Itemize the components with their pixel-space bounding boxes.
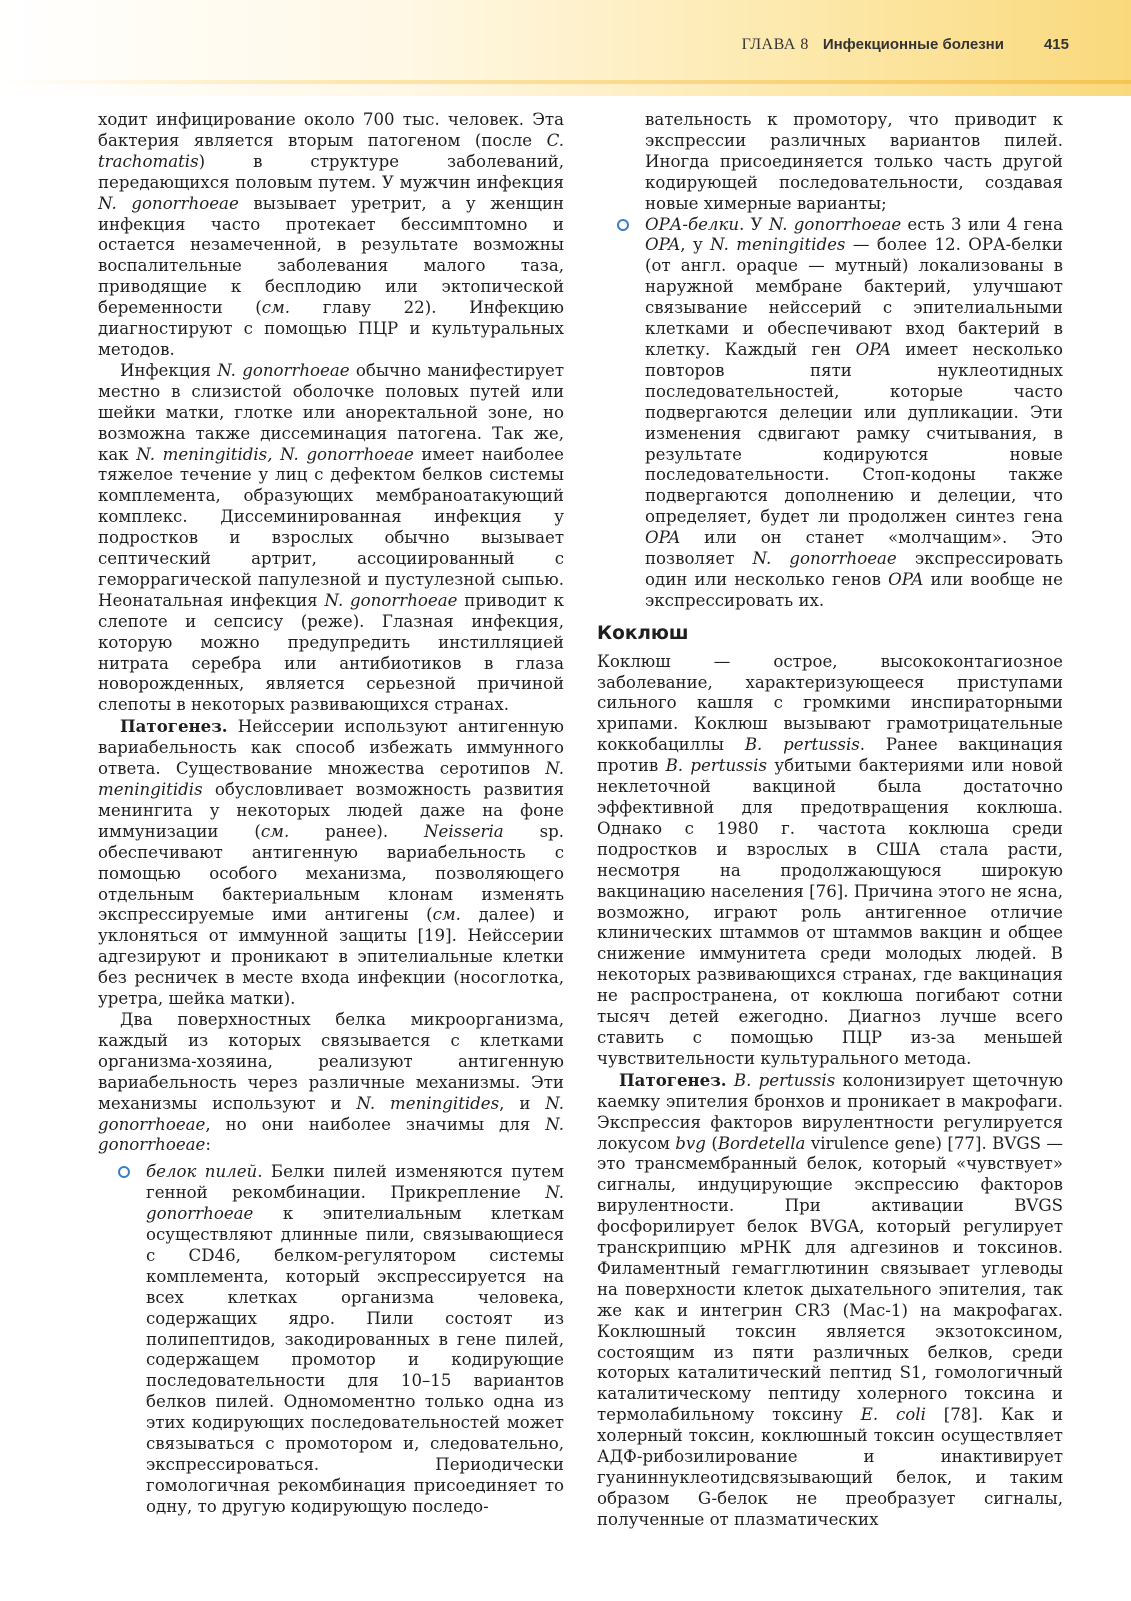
italic-run: N. gonorrhoeae <box>98 1114 564 1155</box>
text-run: есть 3 или 4 гена <box>901 214 1063 234</box>
text-run: . Белки пилей изменяются путем генной рекомбинации. Прикрепление <box>146 1162 564 1203</box>
chapter-title: Инфекционные болезни <box>822 36 1004 53</box>
italic-run: E. coli <box>860 1405 926 1425</box>
bullet-circle-icon <box>617 219 629 231</box>
italic-run: Neisseria <box>424 821 504 841</box>
list-item-text <box>645 215 1063 610</box>
text-run: к эпителиальным клеткам осуществляют длинные пили, связывающиеся с CD46, белком-регулятором системы комплемента, который экспрессируется на всех клетках организма человека, содержащих ядро. Пили состоят из полипептидов, закодированных в гене пилей, содержащем промотор и кодирующие последовательности для 10–15 вариантов белков пилей. Одномоментно только одна из этих кодирующих последовательностей может связываться с промотором и, следовательно, экспрессироваться. Периодически гомологичная рекомбинация присоединяет то одну, то другую кодирующую последо- <box>146 1204 564 1516</box>
paragraph <box>98 1010 564 1156</box>
italic-run: B. pertussis <box>733 1070 836 1090</box>
header-rule <box>0 80 1131 84</box>
text-run: : <box>205 1135 211 1155</box>
left-column <box>98 110 564 1518</box>
text-run: [78]. Как и холерный токсин, коклюшный токсин осуществляет АДФ-рибозилирование и инактивирует гуаниннуклеотидсвязывающий белок, и таким образом G-белок не преобразует сигналы, полученные от плазматических <box>597 1405 1063 1529</box>
italic-run: OPA <box>645 528 681 548</box>
text-run: . У <box>739 214 769 234</box>
italic-run: N. gonorrhoeae <box>752 549 897 569</box>
italic-run: N. gonorrhoeae <box>217 360 350 380</box>
paragraph <box>597 652 1063 1070</box>
text-run: Два поверхностных белка микроорганизма, каждый из которых связывается с клетками организма-хозяина, реализуют антигенную вариабельность через различные механизмы. Эти механизмы используют и <box>98 1009 564 1113</box>
text-run: ( <box>705 1133 718 1153</box>
text-run: вательность к промотору, что приводит к экспрессии различных вариантов пилей. Иногда присоединяется только часть другой кодирующей последовательности, создавая новые химерные варианты; <box>645 110 1063 213</box>
text-run: экспрессировать один или несколько генов <box>645 549 1064 589</box>
list-item <box>597 215 1063 612</box>
list-item-text <box>645 110 1063 213</box>
text-run: обычно манифестирует местно в слизистой оболочке половых путей или шейки матки, глотке или аноректальной зоне, но возможна также диссеминация патогена. Так же, как <box>98 360 565 464</box>
italic-run: bvg <box>675 1133 706 1153</box>
italic-run: N. gonorrhoeae <box>98 1093 565 1134</box>
bullet-list <box>597 110 1063 612</box>
chapter-label: ГЛАВА 8 <box>741 36 809 53</box>
italic-run: C. trachomatis <box>98 130 564 171</box>
italic-run: N. meningitidis <box>98 759 564 799</box>
italic-run: см. <box>261 298 291 318</box>
italic-run: OPA <box>855 339 891 359</box>
italic-run: белок пилей <box>146 1162 258 1182</box>
page-number: 415 <box>1043 36 1069 53</box>
text-run: Инфекция <box>120 360 218 380</box>
italic-run: см. <box>432 905 461 925</box>
text-run: . Ранее вакцинация против <box>597 735 1063 776</box>
text-run: колонизирует щеточную каемку эпителия бронхов и проникает в макрофаги. Экспрессия факторов вирулентности регулируется локусом <box>597 1070 1064 1153</box>
italic-run: N. meningitides <box>356 1093 500 1113</box>
text-run: , у <box>680 235 711 255</box>
text-run: Нейссерии используют антигенную вариабельность как способ избежать иммунного ответа. Существование множества серотипов <box>98 717 564 779</box>
right-column <box>597 110 1063 1531</box>
list-item-text <box>146 1162 564 1516</box>
paragraph-pathogenesis <box>597 1070 1063 1531</box>
italic-run: N. gonorrhoeae <box>324 590 458 610</box>
italic-run: B. pertussis <box>665 756 768 776</box>
paragraph-pathogenesis <box>98 716 564 1010</box>
text-run: ходит инфицирование около 700 тыс. человек. Эта бактерия является вторым патогеном (после <box>98 110 564 150</box>
italic-run: N. meningitidis, N. gonorrhoeae <box>136 444 414 464</box>
italic-run: OPA <box>645 235 681 255</box>
section-title: Коклюш <box>597 622 689 644</box>
text-run: , и <box>499 1093 546 1113</box>
list-item <box>98 1162 564 1517</box>
italic-run: N. meningitides <box>710 235 846 255</box>
paragraph <box>98 110 564 361</box>
text-run: или вообще не экспрессировать их. <box>645 569 1063 610</box>
bold-run: Патогенез. <box>120 716 228 737</box>
text-run: вызывает уретрит, а у женщин инфекция часто протекает бессимптомно и остается незамеченной, в результате возможны воспалительные заболевания малого таза, приводящие к бесплодию или эктопической беременности ( <box>98 193 564 318</box>
text-run: убитыми бактериями или новой неклеточной вакциной была достаточно эффективной для предотвращения коклюша. Однако с 1980 г. частота коклюша среди подростков и взрослых в США стала расти, несмотря на продолжающуюся широкую вакцинацию населения [76]. Причина этого не ясна, возможно, играют роль антигенное отличие клинических штаммов от штаммов вакцин и общее снижение иммунитета среди молодых людей. В некоторых развивающихся странах, где вакцинация не распространена, от коклюша погибают сотни тысяч детей ежегодно. Диагноз лучше всего ставить с помощью ПЦР из-за меньшей чувствительности культурального метода. <box>597 756 1064 1068</box>
bold-run: Патогенез. <box>619 1069 727 1090</box>
bullet-circle-icon <box>118 1166 130 1178</box>
italic-run: OPA <box>888 569 924 589</box>
text-run: имеет несколько повторов пяти нуклеотидных последовательностей, которые часто подвергаются делеции или дупликации. Эти изменения сдвигают рамку считывания, в результате кодируются новые последовательности. Стоп-кодоны также подвергаются дополнению и делеции, что определяет, будет ли продолжен синтез гена <box>645 339 1063 527</box>
text-run: обусловливает возможность развития менингита у некоторых людей даже на фоне иммунизации ( <box>98 780 564 841</box>
italic-run: ОРА-белки <box>645 214 740 234</box>
text-run: sp. обеспечивают антигенную вариабельность с помощью особого механизма, позволяющего отдельным бактериальным клонам изменять экспрессируемые ими антигены ( <box>98 821 565 925</box>
italic-run: N. gonorrhoeae <box>768 214 902 234</box>
italic-run: см. <box>260 821 290 841</box>
paragraph <box>98 361 564 716</box>
list-item-continued <box>597 110 1063 215</box>
text-run: — более 12. ОРА-белки (от англ. opaque — мутный) локализованы в наружной мембране бактерий, улучшают связывание нейссерий с эпителиальными клетками и обеспечивают вход бактерий в клетку. Каждый ген <box>645 235 1063 359</box>
text-run: ранее). <box>289 821 425 841</box>
text-run: ) в структуре заболеваний, передающихся половым путем. У мужчин инфекция <box>98 151 564 192</box>
text-run: главу 22). Инфекцию диагностируют с помощью ПЦР и культуральных методов. <box>98 298 564 359</box>
text-run: , но они наиболее значимы для <box>205 1114 546 1134</box>
text-run: virulence gene) [77]. BVGS — это трансмембранный белок, который «чувствует» сигналы, индуцирующие экспрессию факторов вирулентности. При активации BVGS фосфорилирует белок BVGA, который регулирует транскрипцию мРНК для адгезинов и токсинов. Филаментный гемагглютинин связывает углеводы на поверхности клеток дыхательного эпителия, так же как и интегрин CR3 (Mac-1) на макрофагах. Коклюшный токсин является экзотоксином, состоящим из пяти различных белков, среди которых каталитический пептид S1, гомологичный каталитическому пептиду холерного токсина и термолабильному токсину <box>597 1133 1063 1425</box>
running-head <box>742 36 1069 54</box>
bullet-list <box>98 1162 564 1517</box>
text-run: имеет наиболее тяжелое течение у лиц с дефектом белков системы комплемента, образующих мембраноатакующий комплекс. Диссеминированная инфекция у подростков и взрослых обычно вызывает септический артрит, ассоциированный с геморрагической папулезной и пустулезной сыпью. Неонатальная инфекция <box>98 444 565 610</box>
italic-run: N. gonorrhoeae <box>98 193 239 213</box>
italic-run: N. gonorrhoeae <box>146 1183 564 1224</box>
text-run: Коклюш — острое, высококонтагиозное заболевание, характеризующееся приступами сильного кашля с громкими инспираторными хрипами. Коклюш вызывают грамотрицательные коккобациллы <box>597 651 1063 755</box>
italic-run: Bordetella <box>717 1133 806 1153</box>
text-run: далее) и уклоняться от иммунной защиты [19]. Нейссерии адгезируют и проникают в эпителиальные клетки без ресничек в месте входа инфекции (носоглотка, уретра, шейка матки). <box>98 905 565 1009</box>
text-run: или он станет «молчащим». Это позволяет <box>645 528 1063 569</box>
text-run <box>727 1071 734 1090</box>
text-run: приводит к слепоте и сепсису (реже). Глазная инфекция, которую можно предупредить инстилляцией нитрата серебра или антибиотиков в глаза новорожденных, является серьезной причиной слепоты в некоторых развивающихся странах. <box>98 590 564 715</box>
italic-run: B. pertussis <box>744 735 860 755</box>
